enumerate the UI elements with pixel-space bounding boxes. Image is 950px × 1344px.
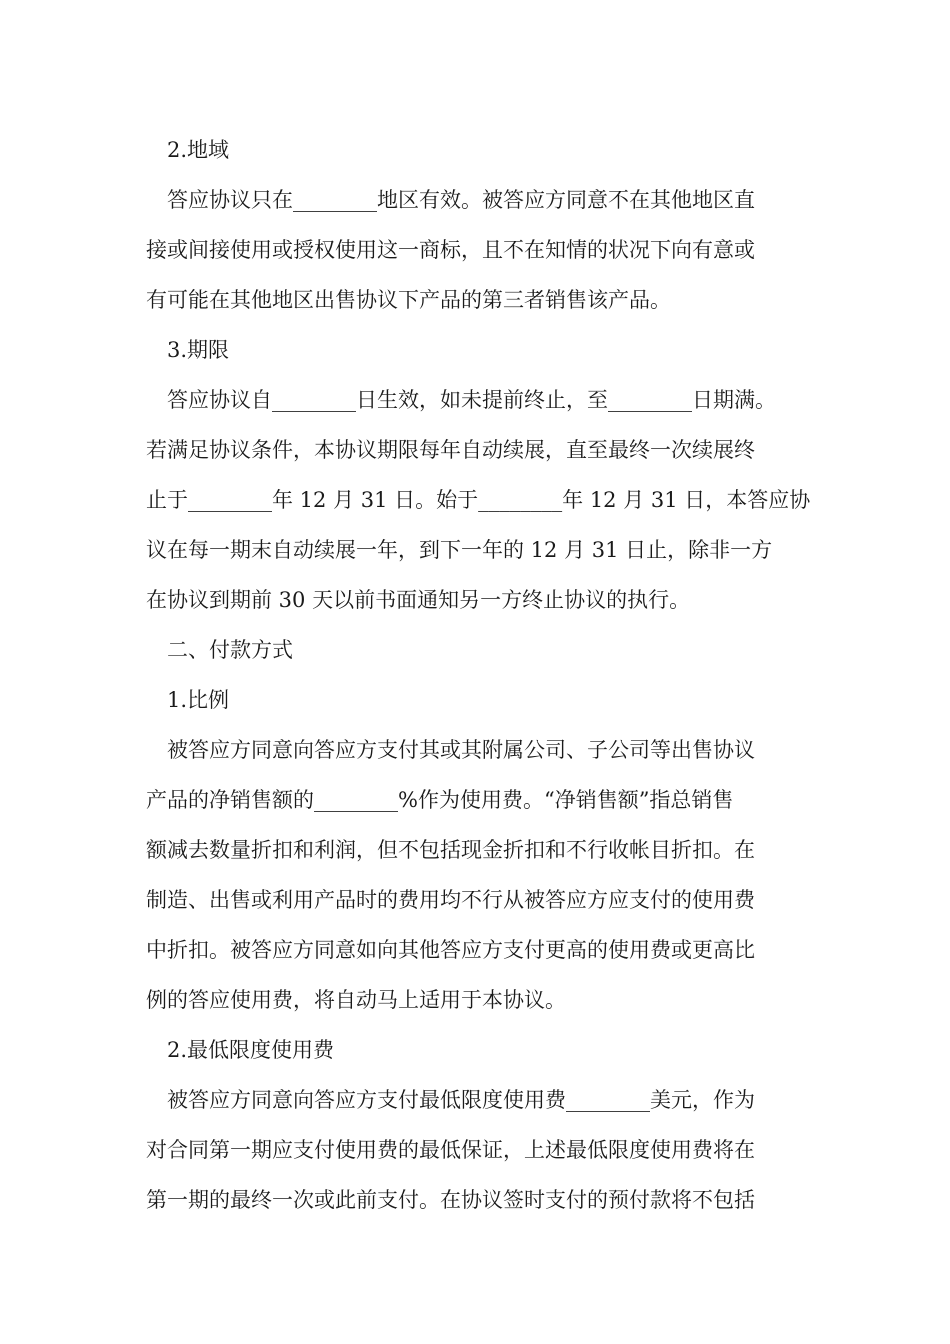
- paragraph-line: 有可能在其他地区出售协议下产品的第三者销售该产品。: [146, 288, 671, 312]
- paragraph-line: 在协议到期前 30 天以前书面通知另一方终止协议的执行。: [146, 588, 691, 612]
- paragraph-line: 制造、出售或利用产品时的费用均不行从被答应方应支付的使用费: [146, 888, 755, 912]
- document-body: [146, 125, 826, 1225]
- paragraph-line: 答应协议自________日生效，如未提前终止，至________日期满。: [167, 388, 776, 412]
- paragraph-line: 被答应方同意向答应方支付其或其附属公司、子公司等出售协议: [167, 738, 755, 762]
- section-heading-payment: 二、付款方式: [167, 638, 293, 662]
- paragraph-line: 产品的净销售额的________%作为使用费。“净销售额”指总销售: [146, 788, 734, 812]
- section-heading-territory: 2.地域: [167, 138, 230, 162]
- subsection-heading-minimum-fee: 2.最低限度使用费: [167, 1038, 335, 1062]
- paragraph-line: 中折扣。被答应方同意如向其他答应方支付更高的使用费或更高比: [146, 938, 755, 962]
- paragraph-line: 接或间接使用或授权使用这一商标，且不在知情的状况下向有意或: [146, 238, 755, 262]
- paragraph-line: 对合同第一期应支付使用费的最低保证，上述最低限度使用费将在: [146, 1138, 755, 1162]
- paragraph-line: 第一期的最终一次或此前支付。在协议签时支付的预付款将不包括: [146, 1188, 755, 1212]
- subsection-heading-ratio: 1.比例: [167, 688, 230, 712]
- paragraph-line: 例的答应使用费，将自动马上适用于本协议。: [146, 988, 566, 1012]
- paragraph-line: 被答应方同意向答应方支付最低限度使用费________美元，作为: [167, 1088, 755, 1112]
- paragraph-line: 额减去数量折扣和利润，但不包括现金折扣和不行收帐目折扣。在: [146, 838, 755, 862]
- paragraph-line: 答应协议只在________地区有效。被答应方同意不在其他地区直: [167, 188, 755, 212]
- paragraph-line: 议在每一期末自动续展一年，到下一年的 12 月 31 日止，除非一方: [146, 538, 773, 562]
- section-heading-term: 3.期限: [167, 338, 230, 362]
- paragraph-line: 若满足协议条件，本协议期限每年自动续展，直至最终一次续展终: [146, 438, 755, 462]
- paragraph-line: 止于________年 12 月 31 日。始于________年 12 月 31 日，本答应协: [146, 488, 811, 512]
